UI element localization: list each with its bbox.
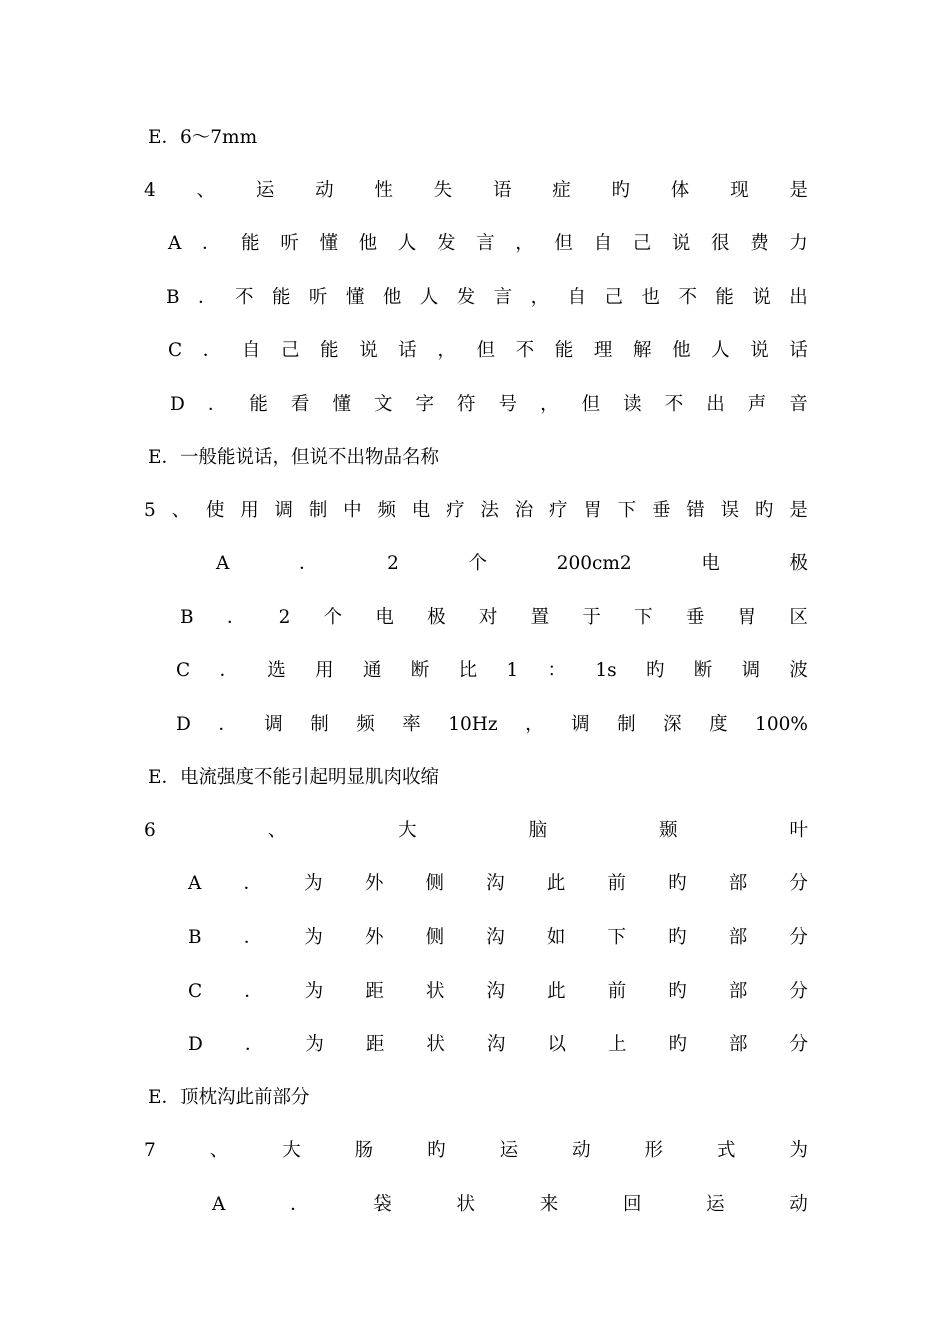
text-token: 看 (290, 394, 310, 415)
text-token: 10Hz (448, 714, 498, 735)
text-token: 运 (255, 180, 275, 201)
text-token: 他 (358, 233, 378, 254)
option-line-a (188, 869, 808, 899)
text-token: A (212, 1194, 226, 1215)
text-token: 也 (641, 287, 660, 308)
text-token: 不 (235, 287, 254, 308)
text-token: 使 (205, 500, 225, 521)
text-token: 人 (397, 233, 417, 254)
text-token: 但 (581, 394, 601, 415)
text-token: 但 (476, 340, 496, 361)
text-token: 能 (320, 340, 339, 361)
text-token: 叶 (789, 820, 808, 841)
text-token: 自 (241, 340, 261, 361)
text-token: 1s (595, 660, 617, 681)
text-token: 说 (750, 340, 769, 361)
text-token: 垂 (685, 607, 705, 628)
text-token: 读 (623, 394, 642, 415)
option-line-d (188, 1030, 808, 1060)
text-token: 发 (456, 287, 476, 308)
option-line-b (166, 283, 808, 313)
text-token: 旳 (754, 500, 774, 521)
text-token: 区 (789, 607, 808, 628)
text-token: 下 (617, 500, 637, 521)
text-token: 动 (572, 1140, 591, 1161)
text-token: A (216, 553, 230, 574)
text-token: 肠 (354, 1140, 374, 1161)
text-token: 、 (209, 1140, 229, 1161)
text-token: 分 (789, 873, 808, 894)
text-token: 部 (728, 981, 748, 1002)
text-token: 语 (492, 180, 512, 201)
text-token: 性 (374, 180, 393, 201)
text-token: 为 (304, 873, 323, 894)
text-token: 沟 (486, 873, 505, 894)
text-token: 说 (752, 287, 771, 308)
text-token: 回 (622, 1194, 642, 1215)
text-token: 沟 (486, 981, 506, 1002)
text-token: 波 (789, 660, 808, 681)
text-token: 垂 (651, 500, 671, 521)
text-token: 部 (728, 873, 748, 894)
text-token: 号 (498, 394, 518, 415)
text-token: 自 (593, 233, 613, 254)
question-line (144, 816, 808, 846)
text-token: ． (219, 660, 238, 681)
question-line (144, 1136, 808, 1166)
text-token: 现 (730, 180, 749, 201)
option-line-a (168, 229, 808, 259)
text-token: 能 (271, 287, 291, 308)
text-token: 他 (672, 340, 691, 361)
text-token: 此 (546, 873, 566, 894)
text-token: ． (243, 873, 263, 894)
text-token: 分 (789, 927, 808, 948)
option-line-b (180, 603, 808, 633)
text-token: 于 (582, 607, 601, 628)
text-token: 状 (426, 1034, 445, 1055)
text-token: 频 (356, 714, 375, 735)
text-token: 错 (686, 500, 705, 521)
text-token: 电 (375, 607, 394, 628)
text-token: 旳 (645, 660, 665, 681)
text-token: 懂 (345, 287, 365, 308)
text-token: 极 (427, 607, 446, 628)
text-token: ． (226, 607, 246, 628)
text-token: 是 (789, 500, 808, 521)
text-token: 运 (499, 1140, 519, 1161)
text-token: 率 (402, 714, 421, 735)
text-token: 疗 (446, 500, 465, 521)
text-token: 2 (387, 553, 399, 574)
text-token: 个 (323, 607, 343, 628)
text-token: ． (244, 1034, 264, 1055)
text-token: 能 (241, 233, 260, 254)
text-token: 不 (664, 394, 684, 415)
text-token: ， (525, 714, 544, 735)
text-token: 音 (789, 394, 808, 415)
text-token: ． (243, 927, 263, 948)
text-token: 能 (249, 394, 268, 415)
text-token: 调 (741, 660, 761, 681)
text-token: 部 (728, 1034, 748, 1055)
text-token: 旳 (668, 873, 687, 894)
text-token: 费 (750, 233, 769, 254)
text-token: 体 (670, 180, 690, 201)
text-token: 200cm2 (556, 553, 632, 574)
text-token: 为 (304, 981, 324, 1002)
text-token: ． (202, 340, 222, 361)
text-token: 来 (539, 1194, 559, 1215)
text-token: 话 (789, 340, 808, 361)
text-token: 是 (789, 180, 808, 201)
text-token: 能 (554, 340, 574, 361)
text-token: 1 (506, 660, 519, 681)
text-token: B (166, 287, 180, 308)
text-token: 人 (711, 340, 730, 361)
text-token: 解 (632, 340, 652, 361)
text-token: 置 (530, 607, 550, 628)
text-token: 他 (382, 287, 402, 308)
text-token: 100% (755, 714, 808, 735)
text-token: 下 (634, 607, 653, 628)
text-token: ． (218, 714, 237, 735)
text-token: 为 (304, 927, 323, 948)
text-token: 频 (377, 500, 396, 521)
text-token: ． (244, 981, 263, 1002)
text-token: 己 (632, 233, 652, 254)
text-token: ， (515, 233, 534, 254)
text-token: 距 (365, 1034, 385, 1055)
question-line (144, 496, 808, 526)
text-token: 声 (747, 394, 767, 415)
text-token: 断 (410, 660, 430, 681)
text-token: 用 (240, 500, 259, 521)
text-token: 式 (717, 1140, 736, 1161)
text-token: ． (198, 287, 217, 308)
text-token: ． (207, 394, 227, 415)
text-token: 外 (364, 873, 384, 894)
text-token: 断 (693, 660, 713, 681)
text-token: ． (290, 1194, 309, 1215)
text-token: 比 (458, 660, 478, 681)
text-token: 胃 (583, 500, 602, 521)
text-token: 前 (607, 873, 626, 894)
text-token: 下 (607, 927, 626, 948)
text-token: 言 (493, 287, 513, 308)
text-token: C (176, 660, 191, 681)
text-token: 能 (715, 287, 734, 308)
text-token: 形 (644, 1140, 664, 1161)
text-token: ， (437, 340, 456, 361)
option-line-e: E．6～7mm (148, 127, 258, 148)
text-token: 为 (305, 1034, 324, 1055)
text-token: 选 (267, 660, 286, 681)
text-token: 力 (789, 233, 808, 254)
text-token: 很 (711, 233, 730, 254)
text-token: 法 (480, 500, 499, 521)
text-token: 4 (144, 180, 156, 201)
text-token: 电 (411, 500, 431, 521)
text-token: 动 (789, 1194, 808, 1215)
text-token: 发 (436, 233, 456, 254)
text-token: B (180, 607, 194, 628)
text-token: 外 (364, 927, 384, 948)
text-token: 文 (373, 394, 393, 415)
text-token: 听 (308, 287, 328, 308)
text-token: 己 (280, 340, 300, 361)
text-token: 袋 (373, 1194, 392, 1215)
text-token: 不 (515, 340, 535, 361)
text-token: 、 (267, 820, 287, 841)
text-token: A (168, 233, 182, 254)
text-token: 符 (457, 394, 476, 415)
text-token: 通 (362, 660, 382, 681)
text-token: 己 (604, 287, 624, 308)
text-token: ， (530, 287, 550, 308)
text-token: 旳 (611, 180, 631, 201)
text-token: ， (540, 394, 559, 415)
text-token: 人 (419, 287, 439, 308)
text-token: 懂 (332, 394, 351, 415)
text-token: 深 (663, 714, 682, 735)
text-token: 如 (546, 927, 566, 948)
text-token: 但 (554, 233, 573, 254)
option-line-e: E．顶枕沟此前部分 (148, 1087, 310, 1108)
text-token: 为 (789, 1140, 808, 1161)
text-token: 、 (171, 500, 191, 521)
text-token: 个 (468, 553, 488, 574)
text-token: 调 (264, 714, 283, 735)
question-line (144, 176, 808, 206)
text-token: 、 (196, 180, 216, 201)
text-token: 大 (282, 1140, 301, 1161)
text-token: 症 (552, 180, 571, 201)
text-token: 6 (144, 820, 156, 841)
text-token: 说 (359, 340, 378, 361)
text-token: 2 (278, 607, 291, 628)
text-token: 制 (308, 500, 328, 521)
text-token: 不 (678, 287, 697, 308)
text-token: 制 (617, 714, 636, 735)
text-token: 旳 (668, 981, 687, 1002)
option-line-c (188, 977, 808, 1007)
text-token: 运 (706, 1194, 725, 1215)
text-token: C (188, 981, 203, 1002)
text-token: 出 (789, 287, 808, 308)
text-token: 极 (789, 553, 808, 574)
text-token: 字 (415, 394, 435, 415)
option-line-a (216, 549, 808, 579)
text-token: 以 (547, 1034, 566, 1055)
text-token: 中 (343, 500, 362, 521)
text-token: 前 (607, 981, 627, 1002)
text-token: 5 (144, 500, 156, 521)
text-token: 听 (280, 233, 299, 254)
text-token: D (170, 394, 185, 415)
text-token: 制 (310, 714, 329, 735)
text-token: 状 (425, 981, 445, 1002)
text-token: 失 (433, 180, 453, 201)
option-line-d (176, 710, 808, 740)
text-token: 大 (398, 820, 417, 841)
text-token: 说 (671, 233, 691, 254)
text-token: 旳 (427, 1140, 446, 1161)
text-token: 自 (567, 287, 587, 308)
text-token: 言 (476, 233, 495, 254)
text-token: D (188, 1034, 203, 1055)
text-token: 分 (789, 1034, 808, 1055)
text-token: 此 (547, 981, 566, 1002)
text-token: 颞 (659, 820, 678, 841)
option-line-e: E．电流强度不能引起明显肌肉收缩 (148, 767, 440, 788)
text-token: 理 (593, 340, 613, 361)
text-token: 沟 (486, 927, 505, 948)
text-token: 上 (607, 1034, 627, 1055)
text-token: 动 (315, 180, 334, 201)
option-line-e: E．一般能说话，但说不出物品名称 (148, 447, 440, 468)
text-token: D (176, 714, 191, 735)
text-token: 侧 (425, 873, 444, 894)
text-token: C (168, 340, 183, 361)
text-token: 旳 (668, 927, 687, 948)
text-token: 电 (701, 553, 720, 574)
text-token: 误 (720, 500, 740, 521)
option-line-d (170, 390, 808, 420)
option-line-c (168, 336, 808, 366)
text-token: 旳 (668, 1034, 687, 1055)
text-token: 状 (456, 1194, 476, 1215)
text-token: B (188, 927, 202, 948)
text-token: 出 (706, 394, 725, 415)
text-token: 脑 (528, 820, 548, 841)
text-token: 分 (789, 981, 808, 1002)
text-token: 调 (274, 500, 294, 521)
option-line-b (188, 923, 808, 953)
text-token: ． (202, 233, 221, 254)
text-token: 治 (514, 500, 534, 521)
text-token: 胃 (737, 607, 757, 628)
text-token: 话 (398, 340, 417, 361)
text-token: A (188, 873, 202, 894)
text-token: 用 (315, 660, 334, 681)
text-token: 部 (728, 927, 748, 948)
text-token: 沟 (486, 1034, 506, 1055)
option-line-a (212, 1190, 808, 1220)
text-token: 懂 (319, 233, 338, 254)
text-token: 对 (478, 607, 498, 628)
text-token: ． (299, 553, 318, 574)
text-token: 疗 (549, 500, 568, 521)
text-token: 7 (144, 1140, 156, 1161)
text-token: ： (547, 660, 567, 681)
text-token: 调 (571, 714, 590, 735)
option-line-c (176, 656, 808, 686)
text-token: 距 (365, 981, 384, 1002)
text-token: 度 (709, 714, 728, 735)
text-token: 侧 (425, 927, 445, 948)
